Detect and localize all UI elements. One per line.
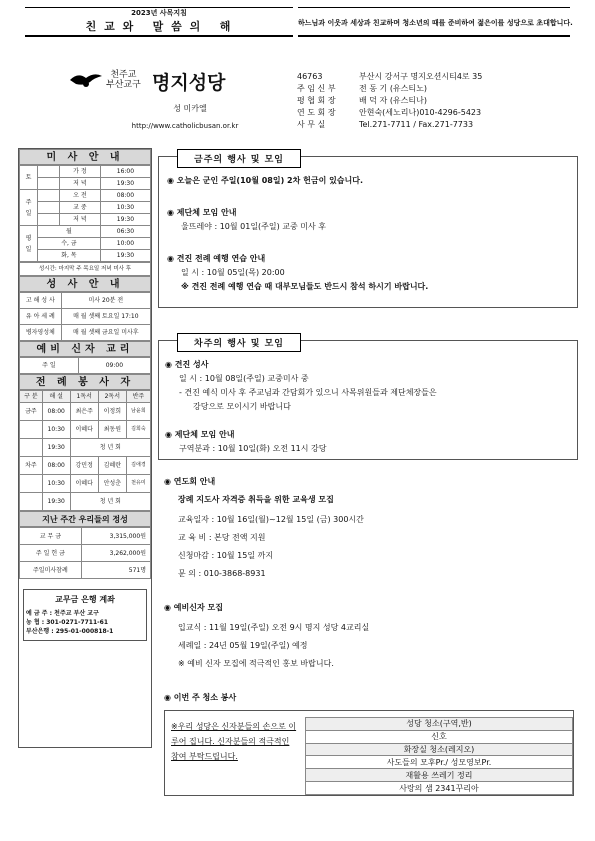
cleaning-cell: 재활용 쓰레기 정리 [306, 769, 573, 782]
altar-title: 전 례 봉 사 자 [19, 374, 151, 390]
altar-cell: 최은주 [70, 403, 98, 421]
altar-cell: 안성춘 [98, 475, 126, 493]
contact-key: 주 임 신 부 [297, 84, 336, 93]
year-note: 2023년 사목지침 [131, 9, 187, 17]
bank-box: 교무금 은행 계좌 예 금 주 : 천주교 부산 교구 농 협 : 301-0271-7711-61 부산은행 : 295-01-000818-1 [23, 589, 147, 641]
altar-cell: 김애경 [126, 457, 150, 475]
finance-title: 지난 주간 우리들의 정성 [19, 511, 151, 527]
altar-cell: 19:30 [42, 439, 70, 457]
altar-cell: 남윤희 [126, 403, 150, 421]
sacrament-title: 성 사 안 내 [19, 276, 151, 292]
altar-cell [20, 493, 43, 511]
finance-table [19, 527, 151, 579]
altar-cell: 10:30 [42, 475, 70, 493]
contact-row [297, 119, 577, 131]
next-week-title: 차주의 행사 및 모임 [177, 333, 301, 352]
contact-value: Tel.271-7711 / Fax.271-7733 [359, 120, 474, 129]
altar-cell [20, 475, 43, 493]
finance-value: 571명 [81, 562, 150, 579]
altar-server-table [19, 390, 151, 511]
altar-cell: 08:00 [42, 457, 70, 475]
altar-cell [20, 439, 43, 457]
motto-box [25, 7, 293, 37]
contact-value: 안현숙(세노리나)010-4296-5423 [359, 108, 482, 117]
sacrament-cell: 병자영성체 [20, 325, 62, 341]
mass-title: 미 사 안 내 [19, 149, 151, 165]
contact-row [297, 95, 577, 107]
sacrament-cell: 미사 20분 전 [61, 293, 150, 309]
altar-cell: 천유미 [126, 475, 150, 493]
altar-cell: 청 년 회 [70, 439, 150, 457]
contact-list [297, 71, 577, 131]
contact-value: 배 덕 자 (유스티나) [359, 96, 427, 105]
sidebar [18, 148, 152, 748]
cleaning-cell: 사랑의 샘 2341꾸리아 [306, 782, 573, 795]
sacrament-cell: 매 월 셋째 토요일 17:10 [61, 309, 150, 325]
patron: 성 미카엘 [173, 104, 207, 113]
contact-key: 46763 [297, 72, 323, 81]
cleaning-note: ※우리 성당은 신자분들의 손으로 이루어 집니다. 신자분들의 적극적인 참여 부탁드립니다. [171, 722, 297, 761]
finance-value: 3,315,000원 [81, 528, 150, 545]
motto: 친 교 와 말 씀 의 해 [85, 20, 233, 33]
contact-row [297, 107, 577, 119]
dove-logo-icon [68, 70, 104, 92]
altar-cell: 최동원 [98, 421, 126, 439]
altar-head-cell: 1독서 [70, 391, 98, 403]
this-week-title: 금주의 행사 및 모임 [177, 149, 301, 168]
altar-cell: 이혜다 [70, 475, 98, 493]
cleaning-table [305, 717, 573, 795]
finance-value: 3,262,000원 [81, 545, 150, 562]
next-week-box: 차주의 행사 및 모임 ◉ 견진 성사 일 시 : 10월 08일(주일) 교중미사 중 - 견진 예식 미사 후 주교님과 간담회가 있으니 사목위원들과 제단체장들은 강당으로 모이시기 바랍니다 ◉ 제단체 모임 안내 구역분과 : 10월 10일(화) 오전 11시 강당 [158, 340, 578, 460]
mass-table: 토 가 정 16:00 저 녁 19:30 주 일 오 전 08:00 교 중 10:30 저 녁 19:30 평 일 월 06:30 수, 금 10:00 화, 목 19:30 [19, 165, 151, 262]
mass-note: 성시간: 마지막 주 목요일 저녁 미사 후 [19, 262, 151, 276]
cleaning-cell: 사도들의 모후Pr./ 성모영보Pr. [306, 756, 573, 769]
website[interactable]: http://www.catholicbusan.or.kr [131, 122, 239, 130]
contact-key: 평 협 회 장 [297, 96, 336, 105]
bank-line: 예 금 주 : 천주교 부산 교구 [26, 610, 99, 617]
catechism-table: 주 일 09:00 [19, 357, 151, 374]
finance-label: 주 일 헌 금 [20, 545, 82, 562]
altar-cell [20, 421, 43, 439]
altar-cell: 이혜다 [70, 421, 98, 439]
altar-cell: 08:00 [42, 403, 70, 421]
contact-row [297, 83, 577, 95]
altar-cell: 차주 [20, 457, 43, 475]
finance-label: 교 무 금 [20, 528, 82, 545]
altar-cell: 이정희 [98, 403, 126, 421]
contact-row [297, 71, 577, 83]
sacrament-table [19, 292, 151, 341]
altar-cell: 금주 [20, 403, 43, 421]
altar-cell: 19:30 [42, 493, 70, 511]
altar-head-cell: 2독서 [98, 391, 126, 403]
contact-key: 사 무 실 [297, 120, 326, 129]
catechism-title: 예비 신자 교리 [19, 341, 151, 357]
finance-label: 주일미사참례 [20, 562, 82, 579]
cleaning-cell: 화장실 청소(레지오) [306, 743, 573, 756]
contact-value: 부산시 강서구 명지오션시티4로 35 [359, 72, 483, 81]
altar-cell: 청 년 회 [70, 493, 150, 511]
altar-cell: 김희숙 [126, 421, 150, 439]
altar-cell: 김혜란 [98, 457, 126, 475]
diocese: 천주교 부산교구 [106, 70, 141, 90]
cleaning-cell: 신호 [306, 730, 573, 743]
sacrament-cell: 유 아 세 례 [20, 309, 62, 325]
contact-value: 전 동 기 (유스티노) [359, 84, 427, 93]
cleaning-cell: 성당 청소(구역,반) [306, 718, 573, 731]
sacrament-cell: 매 월 셋째 금요일 미사후 [61, 325, 150, 341]
cleaning-box [164, 710, 574, 796]
bank-line: 부산은행 : 295-01-000818-1 [26, 628, 114, 635]
altar-head-cell: 해 설 [42, 391, 70, 403]
contact-key: 연 도 회 장 [297, 108, 336, 117]
sacrament-cell: 고 해 성 사 [20, 293, 62, 309]
slogan: 하느님과 이웃과 세상과 친교하며 청소년의 때를 준비하여 젊은이를 성당으로 초대합니다. [298, 7, 570, 37]
bank-line: 농 협 : 301-0271-7711-61 [26, 619, 109, 626]
this-week-box: 금주의 행사 및 모임 ◉ 오늘은 군인 주일(10월 08일) 2차 헌금이 있습니다. ◉ 제단체 모임 안내 울뜨레야 : 10월 01일(주일) 교중 미사 후 ◉ 견진 전례 예행 연습 안내 일 시 : 10월 05일(목) 20:00 ※ 견진 전례 예행 연습 때 대부모님들도 반드시 참석 하시기 바랍니다. [158, 156, 578, 308]
altar-cell: 강민정 [70, 457, 98, 475]
parish-name: 명지성당 [152, 72, 226, 94]
altar-head-cell: 반주 [126, 391, 150, 403]
altar-head-cell: 구 분 [20, 391, 43, 403]
altar-cell: 10:30 [42, 421, 70, 439]
